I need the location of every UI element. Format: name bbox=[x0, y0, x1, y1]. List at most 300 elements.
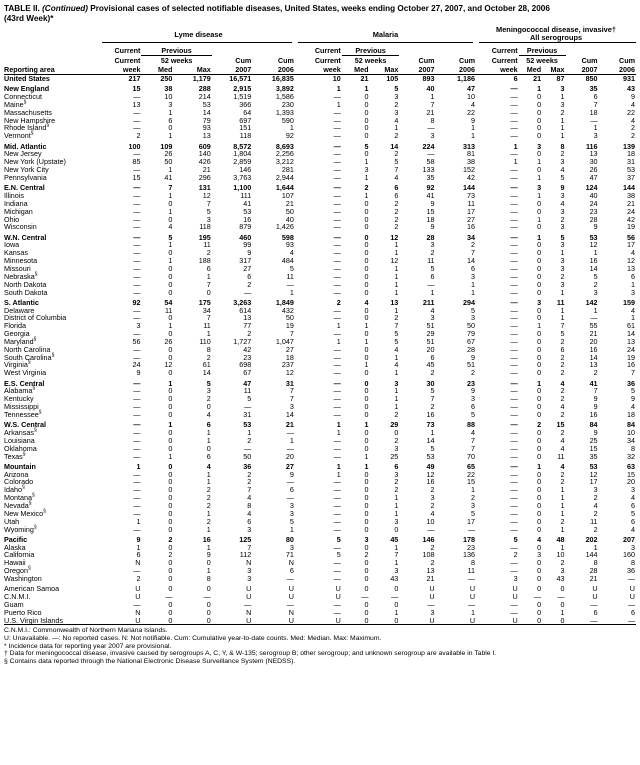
table-cell: 34 bbox=[467, 232, 476, 242]
table-cell: 1 bbox=[206, 469, 211, 479]
table-cell: 6 bbox=[560, 344, 565, 354]
table-cell: 21 bbox=[426, 107, 435, 117]
table-cell: U bbox=[476, 617, 519, 625]
table-cell: 2 bbox=[560, 516, 565, 526]
table-cell: 4 bbox=[631, 115, 635, 125]
table-cell: 3 bbox=[593, 131, 598, 141]
table-cell: — bbox=[133, 394, 141, 404]
col-previous: Previous bbox=[355, 46, 386, 55]
table-cell: 1 bbox=[394, 386, 399, 396]
table-cell: 3 bbox=[430, 607, 435, 617]
table-cell: 1 bbox=[168, 451, 173, 461]
reporting-area-name: Texas§ bbox=[4, 451, 26, 461]
table-cell: 35 bbox=[589, 451, 598, 461]
table-cell: — bbox=[333, 409, 341, 419]
table-row bbox=[4, 307, 636, 315]
reporting-area-name: W.N. Central bbox=[4, 232, 47, 242]
table-cell: — bbox=[510, 516, 518, 526]
table-row bbox=[4, 150, 636, 158]
footnote-marker: § bbox=[22, 451, 26, 458]
table-cell: — bbox=[133, 149, 141, 159]
table-cell: 3,212 bbox=[275, 157, 294, 167]
table-row bbox=[4, 241, 636, 249]
table-cell: 16,835 bbox=[252, 75, 295, 83]
table-cell: — bbox=[333, 287, 341, 297]
table-cell: — bbox=[133, 409, 141, 419]
table-cell: 0 bbox=[364, 232, 369, 242]
table-section-row bbox=[4, 143, 636, 151]
table-row bbox=[4, 403, 636, 411]
table-cell: 110 bbox=[199, 336, 211, 346]
table-cell: 0 bbox=[206, 607, 211, 617]
table-cell: 1 bbox=[537, 378, 542, 388]
table-cell: 2 bbox=[206, 501, 211, 510]
table-cell: 3 bbox=[430, 493, 435, 503]
reporting-area-name: Tennessee§ bbox=[4, 409, 42, 419]
table-cell: 13 bbox=[390, 297, 399, 307]
table-cell: 207 bbox=[623, 534, 635, 544]
table-cell: 21 bbox=[426, 573, 435, 583]
table-cell: 1 bbox=[560, 485, 565, 495]
table-cell: — bbox=[333, 524, 341, 534]
table-cell: 0 bbox=[394, 599, 399, 609]
table-cell: — bbox=[333, 214, 341, 224]
table-cell: 288 bbox=[198, 84, 211, 94]
table-cell: 9 bbox=[631, 394, 635, 404]
table-cell: 21 bbox=[342, 75, 370, 83]
reporting-area-name: Maine§ bbox=[4, 99, 27, 109]
table-cell: 0 bbox=[364, 516, 369, 526]
table-cell: 26 bbox=[589, 165, 598, 175]
table-cell: 3 bbox=[631, 287, 635, 297]
table-row bbox=[4, 567, 636, 575]
table-row bbox=[4, 429, 636, 437]
table-cell: 0 bbox=[168, 477, 173, 487]
group-meningococcal bbox=[476, 26, 636, 43]
table-row bbox=[4, 346, 636, 354]
table-cell: 11 bbox=[590, 516, 598, 526]
table-cell: 21 bbox=[202, 165, 211, 175]
table-cell: — bbox=[133, 279, 141, 289]
footnote: † Data for meningococcal disease, invasive caused by serogroups A, C, Y, & W-135; serogroup B; other serogroup; and unknown serogroup are available in Table I. bbox=[4, 650, 497, 658]
table-cell: 27 bbox=[467, 214, 476, 224]
table-cell: 93 bbox=[202, 123, 211, 133]
table-cell: 50 bbox=[285, 313, 294, 323]
table-cell: 13 bbox=[202, 131, 211, 141]
table-row bbox=[4, 551, 636, 559]
table-cell: 1 bbox=[394, 263, 399, 273]
table-cell: N bbox=[246, 607, 252, 617]
table-cell: 2 bbox=[560, 469, 565, 479]
footnote-marker: § bbox=[33, 524, 37, 531]
table-cell: 0 bbox=[537, 428, 542, 438]
table-cell: 3 bbox=[593, 287, 598, 297]
table-cell: 3 bbox=[537, 550, 542, 560]
table-cell: 1 bbox=[364, 420, 369, 430]
table-cell: 9 bbox=[430, 222, 435, 232]
table-cell: N bbox=[135, 558, 141, 568]
table-cell: 2 bbox=[560, 360, 565, 370]
table-cell: — bbox=[510, 386, 518, 396]
table-cell: 21 bbox=[589, 329, 598, 339]
group-malaria: Malaria bbox=[372, 29, 399, 39]
footnote-marker: § bbox=[38, 409, 42, 416]
title-text: Provisional cases of selected notifiable diseases, United States, weeks ending October 27, 2007, and October 28, 2006 bbox=[90, 4, 550, 13]
reporting-area-name: Pacific bbox=[4, 534, 28, 544]
table-cell: U bbox=[592, 592, 598, 602]
table-cell: — bbox=[510, 321, 518, 331]
table-cell: 5 bbox=[168, 232, 173, 242]
reporting-area-name: E.S. Central bbox=[4, 378, 45, 388]
table-cell: 1 bbox=[206, 428, 211, 438]
table-cell: 0 bbox=[537, 344, 542, 354]
col-week: week bbox=[102, 65, 141, 75]
col-current: Current bbox=[491, 46, 518, 56]
table-cell: 0 bbox=[364, 279, 369, 289]
table-cell: 3 bbox=[471, 271, 476, 281]
table-row bbox=[4, 273, 636, 281]
table-cell: 0 bbox=[364, 263, 369, 273]
table-cell: 58 bbox=[426, 157, 435, 167]
table-cell: 53 bbox=[589, 232, 598, 242]
table-cell: — bbox=[333, 566, 341, 576]
table-cell: 100 bbox=[128, 141, 141, 151]
table-cell: 4 bbox=[560, 435, 565, 445]
table-cell: 43 bbox=[627, 84, 635, 94]
table-cell: 3 bbox=[560, 240, 565, 250]
table-cell: 7 bbox=[593, 99, 598, 109]
table-cell: 0 bbox=[537, 149, 542, 159]
table-cell: 11 bbox=[286, 271, 294, 281]
table-cell: 16 bbox=[426, 477, 435, 487]
reporting-area-name: West Virginia bbox=[4, 368, 47, 378]
table-cell: 4 bbox=[560, 165, 565, 175]
reporting-area-name: California bbox=[4, 550, 35, 560]
reporting-area-name: Puerto Rico bbox=[4, 607, 42, 617]
table-cell: U bbox=[246, 592, 252, 602]
table-cell: — bbox=[333, 107, 341, 117]
table-cell: 42 bbox=[467, 172, 476, 182]
table-cell: 7 bbox=[289, 394, 294, 404]
reporting-area-name: Ohio bbox=[4, 214, 20, 224]
table-cell: 8,693 bbox=[275, 141, 294, 151]
table-cell: 0 bbox=[519, 617, 542, 625]
table-cell: 1 bbox=[394, 271, 399, 281]
table-cell: 88 bbox=[467, 420, 476, 430]
table-cell: 5 bbox=[560, 172, 565, 182]
table-cell: 8 bbox=[560, 141, 565, 151]
reporting-area-name: Oklahoma bbox=[4, 443, 37, 453]
col-2006: 2006 bbox=[436, 65, 477, 75]
table-cell: 152 bbox=[463, 165, 476, 175]
table-section-row bbox=[4, 234, 636, 242]
table-cell: — bbox=[133, 190, 141, 200]
table-cell: 11 bbox=[467, 566, 476, 576]
table-cell: 0 bbox=[537, 485, 542, 495]
table-cell: 12 bbox=[285, 368, 294, 378]
table-cell: 1 bbox=[394, 305, 399, 315]
table-cell: 0 bbox=[537, 394, 542, 404]
table-cell: 3 bbox=[560, 190, 565, 200]
table-cell: 0 bbox=[168, 409, 173, 419]
table-row bbox=[4, 223, 636, 231]
table-section-row bbox=[4, 463, 636, 471]
table-cell: 4 bbox=[560, 461, 565, 471]
table-cell: U bbox=[288, 592, 294, 602]
table-cell: 0 bbox=[537, 469, 542, 479]
table-cell: 6 bbox=[394, 461, 399, 471]
table-cell: 2 bbox=[430, 542, 435, 552]
table-cell: — bbox=[333, 183, 341, 193]
col-week: week bbox=[295, 65, 342, 75]
table-cell: 6 bbox=[247, 516, 252, 526]
table-cell: 1 bbox=[168, 107, 173, 117]
table-cell: 9 bbox=[593, 402, 598, 412]
table-cell: 2 bbox=[471, 493, 476, 503]
table-row bbox=[4, 609, 636, 617]
table-cell: 53 bbox=[243, 420, 252, 430]
table-cell: 1 bbox=[394, 508, 399, 518]
table-cell: 27 bbox=[285, 461, 294, 471]
table-cell: 2 bbox=[471, 368, 476, 378]
table-cell: 7 bbox=[289, 386, 294, 396]
table-cell: 84 bbox=[627, 420, 635, 430]
reporting-area-name: Indiana bbox=[4, 198, 28, 208]
table-cell: 1 bbox=[336, 469, 341, 479]
table-cell: 1,100 bbox=[233, 183, 252, 193]
table-cell: 9 bbox=[560, 183, 565, 193]
table-cell: 4 bbox=[537, 534, 542, 544]
table-cell: U bbox=[335, 592, 341, 602]
table-cell: — bbox=[333, 360, 341, 370]
table-cell: 0 bbox=[364, 271, 369, 281]
table-cell: — bbox=[510, 198, 518, 208]
table-cell: 0 bbox=[364, 558, 369, 568]
table-cell: 1 bbox=[560, 131, 565, 141]
footnote: § Contains data reported through the National Electronic Disease Surveillance System (NEDSS). bbox=[4, 657, 296, 665]
table-cell: 1 bbox=[560, 508, 565, 518]
table-cell: 2 bbox=[593, 279, 598, 289]
table-cell: 2 bbox=[364, 183, 369, 193]
table-cell: 1,047 bbox=[275, 336, 294, 346]
table-cell: 37 bbox=[627, 172, 635, 182]
table-cell: 1 bbox=[206, 271, 211, 281]
table-row bbox=[4, 526, 636, 534]
table-cell: — bbox=[333, 92, 341, 102]
table-cell: — bbox=[510, 352, 518, 362]
table-cell: 1 bbox=[168, 165, 173, 175]
table-cell: 13 bbox=[243, 313, 252, 323]
table-cell: 1 bbox=[537, 84, 542, 94]
table-cell: U bbox=[399, 617, 435, 625]
table-cell: 4 bbox=[560, 443, 565, 453]
table-cell: — bbox=[333, 443, 341, 453]
table-row bbox=[4, 411, 636, 419]
table-cell: 20 bbox=[285, 451, 294, 461]
table-cell: 47 bbox=[589, 172, 598, 182]
table-cell: 11 bbox=[467, 198, 476, 208]
table-cell: 0 bbox=[537, 198, 542, 208]
table-row bbox=[4, 471, 636, 479]
table-row bbox=[4, 158, 636, 166]
table-cell: 3 bbox=[394, 92, 399, 102]
table-cell: 1 bbox=[560, 115, 565, 125]
reporting-area-name: Arkansas§ bbox=[4, 427, 37, 438]
table-cell: 0 bbox=[364, 123, 369, 133]
table-cell: 14 bbox=[426, 435, 435, 445]
table-cell: 1 bbox=[394, 287, 399, 297]
table-row bbox=[4, 132, 636, 140]
reporting-area-name: Maryland§ bbox=[4, 336, 37, 346]
table-cell: 1 bbox=[168, 131, 173, 141]
table-cell: 2 bbox=[560, 352, 565, 362]
table-cell: 8 bbox=[206, 344, 211, 354]
table-cell: 0 bbox=[168, 573, 173, 583]
table-cell: 1,804 bbox=[233, 149, 252, 159]
table-cell: 211 bbox=[422, 297, 435, 307]
table-cell: 0 bbox=[364, 566, 369, 576]
table-cell: 4 bbox=[631, 99, 635, 109]
table-cell: 2 bbox=[513, 550, 518, 560]
table-cell: — bbox=[627, 599, 635, 609]
table-cell: — bbox=[391, 592, 399, 602]
table-cell: 0 bbox=[537, 443, 542, 453]
table-cell: 14 bbox=[589, 263, 598, 273]
reporting-area-name: Washington bbox=[4, 573, 42, 583]
table-cell: 1 bbox=[247, 428, 252, 438]
table-cell: — bbox=[133, 428, 141, 438]
reporting-area-name: New Mexico§ bbox=[4, 508, 46, 518]
table-cell: U bbox=[335, 584, 341, 594]
table-cell: 12 bbox=[627, 256, 635, 266]
table-cell: 12 bbox=[164, 360, 173, 370]
table-cell: 0 bbox=[537, 573, 542, 583]
table-cell: 38 bbox=[164, 84, 173, 94]
table-cell: — bbox=[510, 451, 518, 461]
footnote-marker: § bbox=[46, 123, 50, 130]
reporting-area-name: New England bbox=[4, 84, 50, 94]
table-cell: 0 bbox=[364, 402, 369, 412]
table-cell: — bbox=[510, 305, 518, 315]
table-cell: 1 bbox=[537, 214, 542, 224]
table-cell: 3,263 bbox=[233, 297, 252, 307]
table-cell: 8 bbox=[593, 558, 598, 568]
table-cell: 0 bbox=[537, 256, 542, 266]
table-cell: 0 bbox=[537, 542, 542, 552]
table-cell: — bbox=[361, 592, 369, 602]
table-cell: 3 bbox=[537, 141, 542, 151]
table-cell: 217 bbox=[102, 75, 141, 83]
table-cell: 2 bbox=[430, 248, 435, 258]
table-cell: — bbox=[333, 435, 341, 445]
table-cell: 1 bbox=[168, 206, 173, 216]
col-52weeks: 52 weeks bbox=[519, 56, 566, 66]
table-cell: — bbox=[510, 344, 518, 354]
table-cell: 0 bbox=[364, 313, 369, 323]
table-cell: 2 bbox=[206, 493, 211, 503]
table-cell: 28 bbox=[589, 566, 598, 576]
col-2007: 2007 bbox=[399, 65, 435, 75]
table-row bbox=[4, 109, 636, 117]
table-cell: 178 bbox=[463, 534, 476, 544]
table-cell: 13 bbox=[426, 566, 435, 576]
table-cell: — bbox=[333, 386, 341, 396]
table-cell: 17 bbox=[467, 516, 476, 526]
table-row bbox=[4, 166, 636, 174]
table-cell: 19 bbox=[627, 352, 635, 362]
table-cell: 43 bbox=[390, 573, 399, 583]
table-cell: — bbox=[510, 313, 518, 323]
table-row bbox=[4, 559, 636, 567]
col-2006: 2006 bbox=[599, 65, 636, 75]
footnote-marker: § bbox=[43, 508, 46, 515]
table-cell: — bbox=[510, 232, 518, 242]
table-cell: 1 bbox=[394, 558, 399, 568]
table-cell: 2 bbox=[560, 394, 565, 404]
table-cell: 10 bbox=[295, 75, 342, 83]
table-cell: 67 bbox=[243, 368, 252, 378]
table-cell: — bbox=[333, 402, 341, 412]
table-cell: 25 bbox=[390, 451, 399, 461]
table-cell: 3 bbox=[471, 394, 476, 404]
table-cell: U bbox=[592, 584, 598, 594]
table-row bbox=[4, 601, 636, 609]
table-cell: 5 bbox=[394, 329, 399, 339]
table-cell: U bbox=[512, 592, 518, 602]
footnote-marker: § bbox=[22, 484, 25, 491]
table-cell: 3 bbox=[394, 566, 399, 576]
table-cell: 15 bbox=[467, 477, 476, 487]
table-cell: 19 bbox=[285, 321, 294, 331]
table-cell: 2 bbox=[136, 131, 141, 141]
table-cell: — bbox=[333, 501, 341, 510]
table-cell: 2 bbox=[247, 279, 252, 289]
table-cell: 0 bbox=[364, 542, 369, 552]
table-cell: 5 bbox=[394, 157, 399, 167]
table-cell: 7 bbox=[430, 394, 435, 404]
table-cell: 28 bbox=[426, 232, 435, 242]
table-cell: 139 bbox=[623, 141, 635, 151]
table-cell: — bbox=[333, 263, 341, 273]
col-cum: Cum bbox=[277, 55, 294, 65]
table-cell: 2 bbox=[593, 368, 598, 378]
reporting-area-name: Montana§ bbox=[4, 492, 35, 503]
table-cell: 6 bbox=[631, 516, 635, 526]
table-cell: 51 bbox=[426, 321, 435, 331]
table-row bbox=[4, 575, 636, 583]
table-cell: — bbox=[133, 263, 141, 273]
table-cell: — bbox=[244, 443, 252, 453]
table-cell: 0 bbox=[537, 131, 542, 141]
table-cell: 1 bbox=[206, 566, 211, 576]
table-cell: 8,572 bbox=[233, 141, 252, 151]
table-cell: 12 bbox=[589, 469, 598, 479]
table-cell: 50 bbox=[467, 321, 476, 331]
table-cell: 47 bbox=[467, 84, 476, 94]
table-cell: 29 bbox=[390, 420, 399, 430]
table-cell: 105 bbox=[369, 75, 399, 83]
table-cell: 7 bbox=[560, 321, 565, 331]
reporting-area-name: E.N. Central bbox=[4, 183, 45, 193]
table-cell: 10 bbox=[627, 428, 635, 438]
table-row bbox=[4, 322, 636, 330]
table-cell: 4 bbox=[206, 461, 211, 471]
table-cell: — bbox=[510, 485, 518, 495]
table-cell: 12 bbox=[426, 469, 435, 479]
table-cell: N bbox=[288, 607, 294, 617]
table-cell: 313 bbox=[463, 141, 476, 151]
table-cell: 8 bbox=[206, 573, 211, 583]
